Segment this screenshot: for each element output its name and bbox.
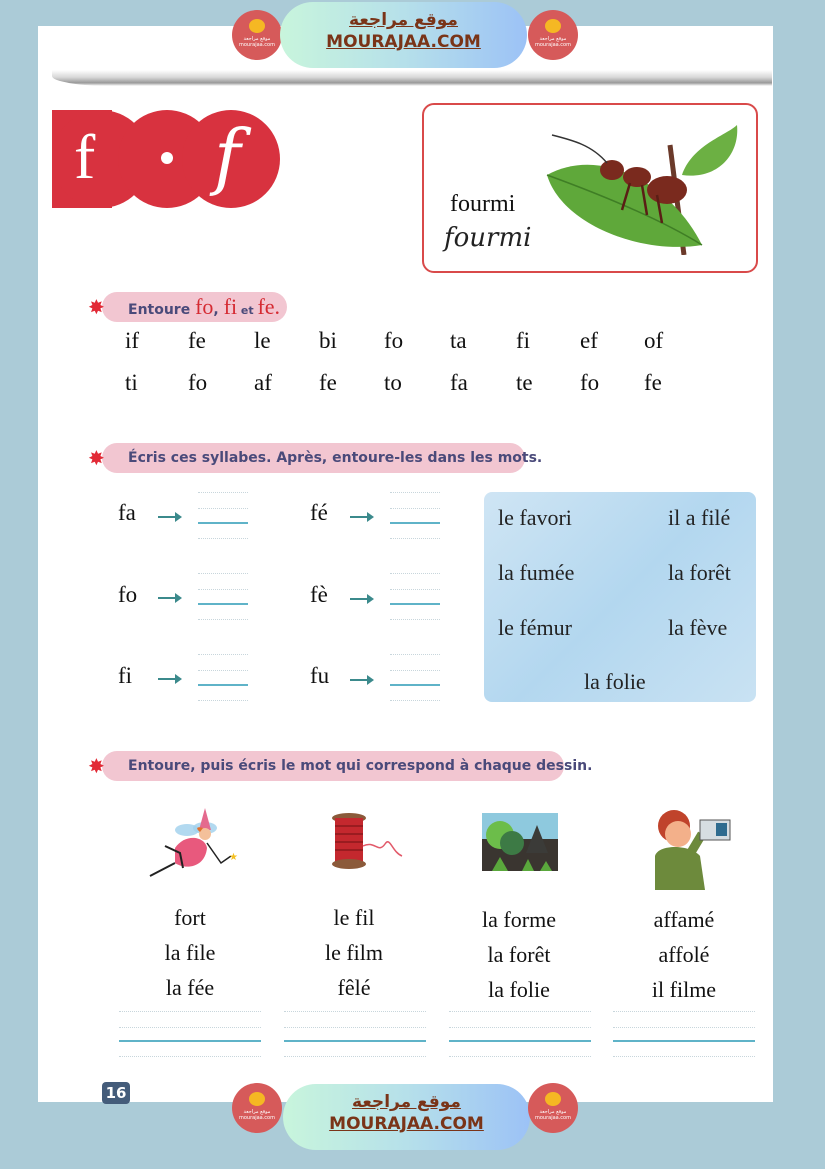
- watermark-banner-top[interactable]: [280, 2, 527, 68]
- answer-lines[interactable]: [613, 1011, 755, 1061]
- syllable[interactable]: ti: [125, 370, 138, 395]
- thread-spool-icon: [330, 812, 410, 874]
- arrow-right-icon: [350, 516, 372, 518]
- writing-lines[interactable]: [198, 573, 248, 625]
- word[interactable]: la folie: [584, 669, 646, 694]
- syllable[interactable]: ef: [580, 328, 598, 353]
- letter-cursive: f: [214, 114, 241, 198]
- arrow-right-icon: [350, 679, 372, 681]
- star-icon: ✸: [88, 446, 105, 470]
- syllable[interactable]: fo: [384, 328, 404, 353]
- book-icon: [249, 19, 265, 33]
- word-print: fourmi: [450, 191, 516, 217]
- word[interactable]: le fémur: [498, 615, 572, 640]
- forest-icon: [482, 813, 558, 871]
- separator-dot: [161, 152, 173, 164]
- answer-lines[interactable]: [284, 1011, 426, 1061]
- connector-text: et: [237, 304, 258, 317]
- target-syllable: fo: [195, 294, 214, 319]
- syllable[interactable]: fe: [319, 370, 337, 395]
- book-icon: [545, 19, 561, 33]
- syllable[interactable]: fo: [580, 370, 600, 395]
- syllable[interactable]: fo: [188, 370, 208, 395]
- syllable[interactable]: fi: [516, 328, 531, 353]
- comma: ,: [213, 302, 219, 318]
- word-option[interactable]: il filme: [651, 977, 717, 1002]
- word[interactable]: la fumée: [498, 560, 575, 585]
- page-top-shadow: [52, 70, 772, 86]
- instruction-text: Entoure, puis écris le mot qui correspond à chaque dessin.: [128, 758, 593, 774]
- syllable-label: fu: [310, 663, 330, 688]
- svg-text:★: ★: [229, 852, 238, 863]
- word[interactable]: la forêt: [668, 560, 731, 585]
- word[interactable]: la fève: [668, 615, 728, 640]
- word-option[interactable]: la file: [164, 940, 216, 965]
- answer-lines[interactable]: [119, 1011, 261, 1061]
- word-card: [422, 103, 758, 273]
- logo-text: موقع مراجعة mourajaa.com: [238, 1109, 275, 1121]
- watermark-latin: MOURAJAA.COM: [329, 1114, 484, 1134]
- word-option[interactable]: le fil: [333, 905, 375, 930]
- word-option[interactable]: la fée: [165, 975, 215, 1000]
- syllable[interactable]: af: [254, 370, 272, 395]
- word-option[interactable]: fort: [174, 905, 206, 930]
- answer-lines[interactable]: [449, 1011, 591, 1061]
- syllable-label: fo: [118, 582, 138, 607]
- watermark-arabic: موقع مراجعة: [349, 10, 458, 30]
- watermark-logo-right[interactable]: [528, 10, 578, 60]
- watermark-logo-right-bottom[interactable]: [528, 1083, 578, 1133]
- instruction-exercise-2: [88, 443, 543, 473]
- word[interactable]: le favori: [498, 505, 572, 530]
- writing-lines[interactable]: [198, 492, 248, 544]
- boy-filming-icon: [650, 806, 740, 890]
- watermark-banner-bottom[interactable]: [283, 1084, 530, 1150]
- writing-lines[interactable]: [390, 654, 440, 706]
- logo-text: موقع مراجعة mourajaa.com: [238, 36, 275, 48]
- syllable[interactable]: bi: [319, 328, 337, 353]
- star-icon: ✸: [88, 295, 105, 319]
- word-option[interactable]: fêlé: [337, 975, 371, 1000]
- fairy-icon: [145, 808, 245, 884]
- syllable[interactable]: ta: [450, 328, 467, 353]
- syllable-label: fi: [118, 663, 133, 688]
- instruction-exercise-3: [88, 751, 593, 781]
- word-box: [484, 492, 756, 702]
- ant-on-leaf-icon: [542, 125, 742, 255]
- syllable-label: fè: [310, 582, 328, 607]
- logo-text: موقع مراجعة mourajaa.com: [534, 1109, 571, 1121]
- syllable-label: fé: [310, 500, 328, 525]
- book-icon: [545, 1092, 561, 1106]
- writing-lines[interactable]: [198, 654, 248, 706]
- book-icon: [249, 1092, 265, 1106]
- syllable[interactable]: fa: [450, 370, 468, 395]
- word-option[interactable]: la folie: [488, 977, 550, 1002]
- watermark-logo-left[interactable]: [232, 10, 282, 60]
- syllable[interactable]: le: [254, 328, 271, 353]
- word[interactable]: il a filé: [668, 505, 731, 530]
- arrow-right-icon: [158, 597, 180, 599]
- syllable-label: fa: [118, 500, 136, 525]
- syllable[interactable]: fe: [644, 370, 662, 395]
- arrow-right-icon: [158, 678, 180, 680]
- writing-lines[interactable]: [390, 573, 440, 625]
- instruction-text: Écris ces syllabes. Après, entoure-les dans les mots.: [128, 450, 543, 466]
- arrow-right-icon: [350, 598, 372, 600]
- watermark-latin: MOURAJAA.COM: [326, 32, 481, 52]
- syllable[interactable]: of: [644, 328, 664, 353]
- target-syllable: fi: [223, 294, 238, 319]
- word-option[interactable]: affamé: [653, 907, 715, 932]
- instruction-exercise-1: [88, 292, 287, 322]
- instruction-text: Entoure: [128, 302, 196, 318]
- letter-badge: [52, 110, 282, 208]
- syllable[interactable]: fe: [188, 328, 206, 353]
- syllable[interactable]: to: [384, 370, 402, 395]
- syllable[interactable]: if: [125, 328, 140, 353]
- word-option[interactable]: la forêt: [487, 942, 551, 967]
- syllable[interactable]: te: [516, 370, 533, 395]
- word-cursive: fourmi: [444, 223, 532, 253]
- target-syllable: fe.: [257, 294, 281, 319]
- arrow-right-icon: [158, 516, 180, 518]
- writing-lines[interactable]: [390, 492, 440, 544]
- word-option[interactable]: la forme: [482, 907, 556, 932]
- watermark-arabic: موقع مراجعة: [352, 1092, 461, 1112]
- word-option[interactable]: affolé: [658, 942, 710, 967]
- page-number: 16: [102, 1082, 130, 1104]
- letter-print: f: [74, 121, 96, 192]
- star-icon: ✸: [88, 754, 105, 778]
- word-option[interactable]: le film: [324, 940, 384, 965]
- logo-text: موقع مراجعة mourajaa.com: [534, 36, 571, 48]
- watermark-logo-left-bottom[interactable]: [232, 1083, 282, 1133]
